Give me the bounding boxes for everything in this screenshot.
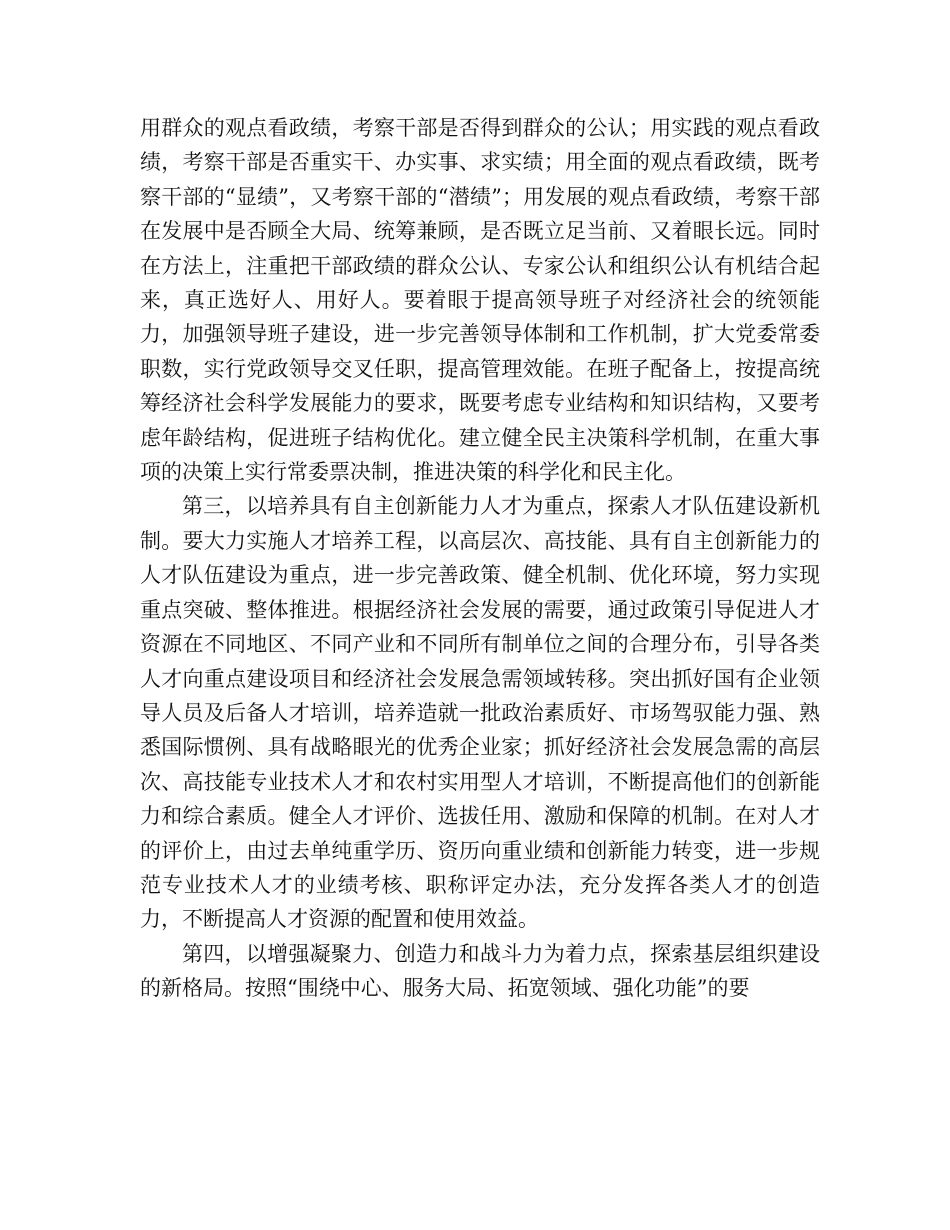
paragraph-fourth-point: 第四，以增强凝聚力、创造力和战斗力为着力点，探索基层组织建设的新格局。按照“围绕中心、服务大局、拓宽领域、强化功能”的要 — [140, 941, 820, 1001]
paragraph-continuation: 用群众的观点看政绩，考察干部是否得到群众的公认；用实践的观点看政绩，考察干部是否重实干、办实事、求实绩；用全面的观点看政绩，既考察干部的“显绩”，又考察干部的“潜绩”；用发展的观点看政绩，考察干部在发展中是否顾全大局、统筹兼顾，是否既立足当前、又着眼长远。同时在方法上，注重把干部政绩的群众公认、专家公认和组织公认有机结合起来，真正选好人、用好人。要着眼于提高领导班子对经济社会的统领能力，加强领导班子建设，进一步完善领导体制和工作机制，扩大党委常委职数，实行党政领导交叉任职，提高管理效能。在班子配备上，按提高统筹经济社会科学发展能力的要求，既要考虑专业结构和知识结构，又要考虑年龄结构，促进班子结构优化。建立健全民主决策科学机制，在重大事项的决策上实行常委票决制，推进决策的科学化和民主化。 — [140, 116, 820, 485]
paragraph-third-point: 第三，以培养具有自主创新能力人才为重点，探索人才队伍建设新机制。要大力实施人才培养工程，以高层次、高技能、具有自主创新能力的人才队伍建设为重点，进一步完善政策、健全机制、优化环境，努力实现重点突破、整体推进。根据经济社会发展的需要，通过政策引导促进人才资源在不同地区、不同产业和不同所有制单位之间的合理分布，引导各类人才向重点建设项目和经济社会发展急需领域转移。突出抓好国有企业领导人员及后备人才培训，培养造就一批政治素质好、市场驾驭能力强、熟悉国际惯例、具有战略眼光的优秀企业家；抓好经济社会发展急需的高层次、高技能专业技术人才和农村实用型人才培训，不断提高他们的创新能力和综合素质。健全人才评价、选拔任用、激励和保障的机制。在对人才的评价上，由过去单纯重学历、资历向重业绩和创新能力转变，进一步规范专业技术人才的业绩考核、职称评定办法，充分发挥各类人才的创造力，不断提高人才资源的配置和使用效益。 — [140, 494, 820, 932]
document-body — [140, 111, 820, 1006]
